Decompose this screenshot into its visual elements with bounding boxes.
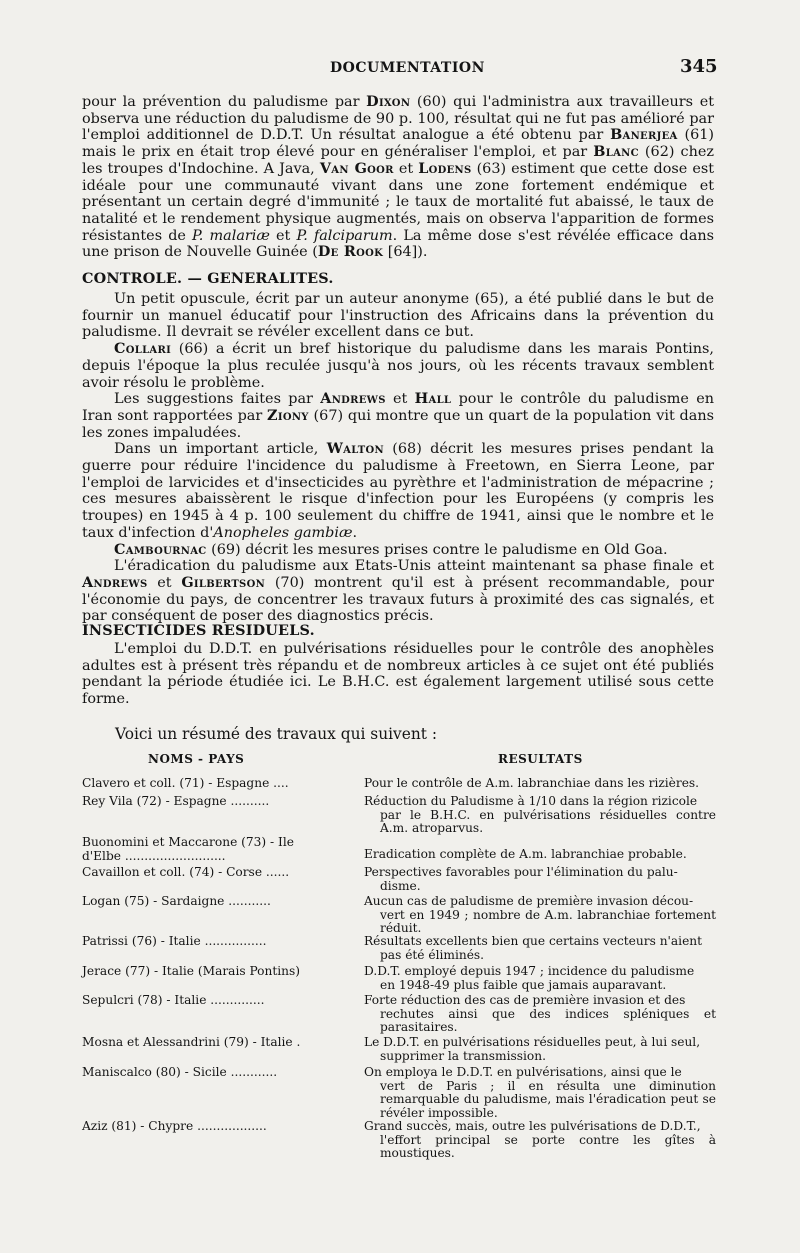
row-name: Cavaillon et coll. (74) - Corse ...... <box>82 865 290 879</box>
paragraph-usa <box>82 558 714 625</box>
author-name: De Rook <box>317 243 384 261</box>
text: pour la prévention du paludisme par <box>82 94 367 110</box>
row-result: Résultats excellents bien que certains vecteurs n'aient pas été éliminés. <box>364 934 703 962</box>
text: (67) qui montre que un quart de la population vit dans les zones impaludées. <box>82 407 714 441</box>
row-result: Perspectives favorables pour l'élimination du palu- disme. <box>364 865 678 893</box>
row-name: Maniscalco (80) - Sicile ............ <box>82 1065 278 1079</box>
author-name: Hall <box>414 390 452 408</box>
text: et <box>147 574 182 591</box>
paragraph-opuscule: Un petit opuscule, écrit par un auteur anonyme (65), a été publié dans le but de fournir un manuel éducatif pour l'instruction des Africains dans la prévention du paludisme. Il devrait se révéler excellent dans ce but. <box>82 291 714 341</box>
author-name: Lodens <box>418 159 472 177</box>
row-result: D.D.T. employé depuis 1947 ; incidence du paludisme en 1948-49 plus faible que jamais auparavant. <box>364 964 695 992</box>
row-result: Réduction du Paludisme à 1/10 dans la région rizicole par le B.H.C. en pulvérisations résiduelles contre A.m. atroparvus. <box>364 794 716 835</box>
row-name: Rey Vila (72) - Espagne .......... <box>82 794 270 808</box>
text: (68) décrit les mesures prises pendant la guerre pour réduire l'incidence du paludisme à Freetown, en Sierra Leone, par l'emploi de larvicides et d'insecticides au pyrèthre et l'administration de mépacrine ; ces mesures abaissèrent le risque d'infection pour les Européens (y compris les troupes) en 1945 à 4 p. 100 seulement du chiffre de 1941, ainsi que le nombre et le taux d'infection d' <box>82 441 714 541</box>
text: et <box>385 391 415 408</box>
row-result: Forte réduction des cas de première invasion et des rechutes ainsi que des indices spléniques et parasitaires. <box>364 993 716 1034</box>
section-heading-insecticides: INSECTICIDES RESIDUELS. <box>82 622 315 639</box>
species-name: Anopheles gambiæ <box>213 524 353 541</box>
section-insecticides-body <box>82 641 714 708</box>
text: (69) décrit les mesures prises contre le paludisme en Old Goa. <box>206 541 668 558</box>
author-name: Cambournac <box>114 540 207 558</box>
species-name: P. falciparum <box>296 227 393 244</box>
text: et <box>393 160 419 177</box>
running-header <box>0 58 800 82</box>
row-result: Aucun cas de paludisme de première invasion décou- vert en 1949 ; nombre de A.m. labranchiae fortement réduit. <box>364 894 716 935</box>
row-result: Eradication complète de A.m. labranchiae probable. <box>364 847 687 861</box>
author-name: Collari <box>114 340 172 358</box>
section-heading-controle: CONTROLE. — GENERALITES. <box>82 270 334 287</box>
text: (61) mais le prix en était trop élevé pour en généraliser l'emploi, et par <box>82 127 714 161</box>
author-name: Van Goor <box>319 159 394 177</box>
section-controle-body <box>82 291 714 625</box>
row-name: Patrissi (76) - Italie ................ <box>82 934 267 948</box>
column-header-resultats: RESULTATS <box>498 752 583 766</box>
paragraph-intro <box>82 94 714 261</box>
row-name: Buonomini et Maccarone (73) - Ile d'Elbe .......................... <box>82 835 294 863</box>
text: . <box>352 524 358 541</box>
paragraph-ddt: L'emploi du D.D.T. en pulvérisations résiduelles pour le contrôle des anophèles adultes est à présent très répandu et de nombreux articles à ce sujet ont été publiés pendant la période étudiée ici. Le B.H.C. est également largement utilisé sous cette forme. <box>82 641 714 708</box>
row-name: Sepulcri (78) - Italie .............. <box>82 993 265 1007</box>
row-result: On employa le D.D.T. en pulvérisations, ainsi que le vert de Paris ; il en résulta une diminution remarquable du paludisme, mais l'éradication peut se révéler impossible. <box>364 1065 716 1120</box>
author-name: Walton <box>326 440 384 458</box>
row-name: Clavero et coll. (71) - Espagne .... <box>82 776 289 790</box>
text: (62) chez les troupes d'Indochine. A Java, <box>82 144 714 177</box>
text: L'éradication du paludisme aux Etats-Unis atteint maintenant sa phase finale et <box>114 558 714 575</box>
text: et <box>269 227 297 244</box>
paragraph-cambournac <box>82 542 714 559</box>
row-result: Grand succès, mais, outre les pulvérisations de D.D.T., l'effort principal se porte contre les gîtes à moustiques. <box>364 1119 716 1160</box>
author-name: Dixon <box>366 93 411 110</box>
row-name: Logan (75) - Sardaigne ........... <box>82 894 271 908</box>
row-name: Mosna et Alessandrini (79) - Italie . <box>82 1035 301 1049</box>
row-name: Jerace (77) - Italie (Marais Pontins) <box>82 964 301 978</box>
text: Les suggestions faites par <box>114 391 321 408</box>
text: (70) montrent qu'il est à présent recommandable, pour l'économie du pays, de concentrer les travaux futurs à proximité des cas signalés, et par conséquent de poser des diagnostics précis. <box>82 574 714 625</box>
text: Dans un important article, <box>114 441 327 458</box>
text: (63) estiment que cette dose est idéale pour une communauté vivant dans une zone fortement endémique et présentant un certain degré d'immunité ; le taux de mortalité fut abaissé, le taux de natalité et le rendement physique augmentés, mais on observa l'apparition de formes résistantes de <box>82 160 715 244</box>
table-intro: Voici un résumé des travaux qui suivent : <box>115 725 438 743</box>
author-name: Banerjea <box>610 126 678 144</box>
row-result: Pour le contrôle de A.m. labranchiae dans les rizières. <box>364 776 700 790</box>
text: (60) qui l'administra aux travailleurs et observa une réduction du paludisme de 90 p. 100, résultat qui ne fut pas amélioré par l'emploi additionnel de D.D.T. Un résultat analogue a été obtenu par <box>82 94 714 144</box>
paragraph-collari <box>82 341 714 391</box>
author-name: Blanc <box>593 143 639 161</box>
paragraph-iran <box>82 391 714 441</box>
column-header-noms: NOMS - PAYS <box>148 752 245 766</box>
paragraph-walton <box>82 441 714 541</box>
row-result: Le D.D.T. en pulvérisations résiduelles peut, à lui seul, supprimer la transmission. <box>364 1035 701 1063</box>
text: pour le contrôle du paludisme en Iran sont rapportées par <box>82 391 714 424</box>
author-name: Andrews <box>320 390 386 408</box>
page-number: 345 <box>680 56 718 77</box>
species-name: P. malariæ <box>192 227 270 244</box>
running-title: DOCUMENTATION <box>330 60 485 76</box>
text: [64]). <box>383 244 428 261</box>
text: . La même dose s'est révélée efficace dans une prison de Nouvelle Guinée ( <box>82 227 714 261</box>
author-name: Andrews <box>82 573 148 591</box>
author-name: Gilbertson <box>181 573 266 591</box>
author-name: Ziony <box>267 406 309 424</box>
text: (66) a écrit un bref historique du paludisme dans les marais Pontins, depuis l'époque la plus reculée jusqu'à nos jours, où les récents travaux semblent avoir résolu le problème. <box>82 341 714 391</box>
row-name: Aziz (81) - Chypre .................. <box>82 1119 267 1133</box>
